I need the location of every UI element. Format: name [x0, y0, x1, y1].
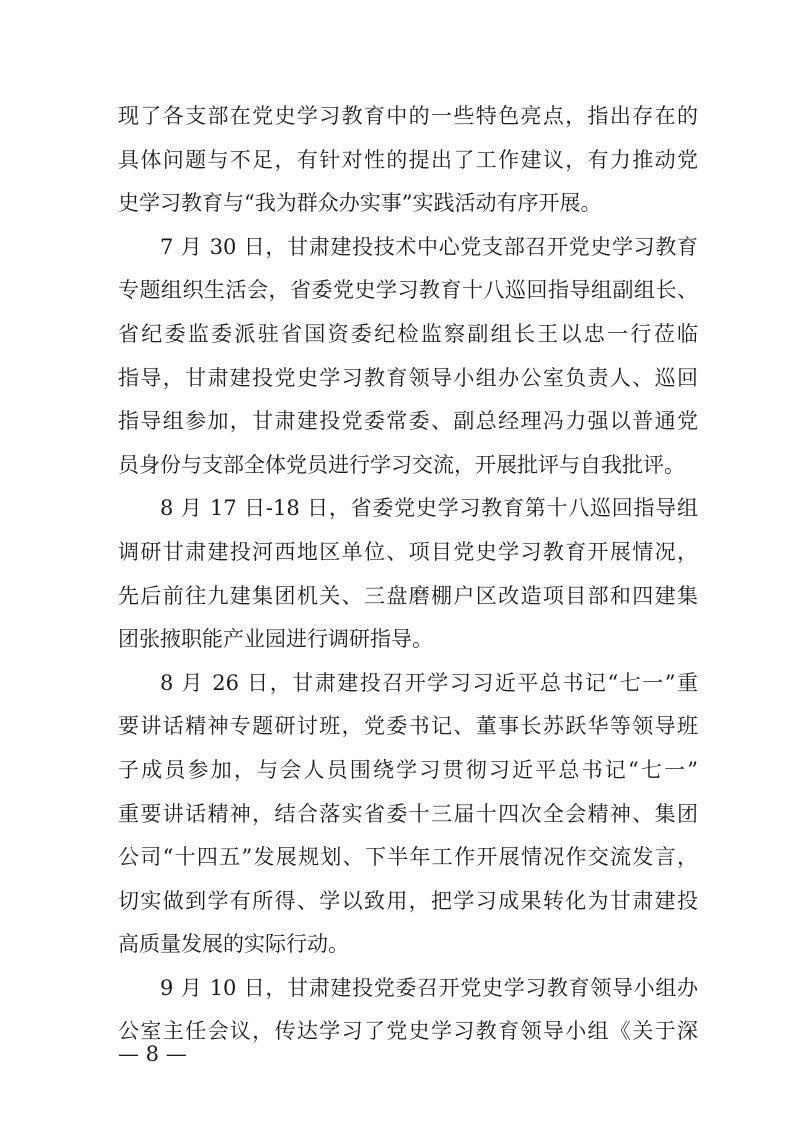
- text-line: 调研甘肃建投河西地区单位、项目党史学习教育开展情况，: [118, 539, 698, 564]
- text-line: 重要讲话精神，结合落实省委十三届十四次全会精神、集团: [118, 801, 698, 826]
- text-line: 切实做到学有所得、学以致用，把学习成果转化为甘肃建投: [118, 888, 698, 913]
- text-line: 要讲话精神专题研讨班，党委书记、董事长苏跃华等领导班: [118, 714, 698, 739]
- text-line: 现了各支部在党史学习教育中的一些特色亮点，指出存在的: [118, 104, 698, 128]
- text-line: 史学习教育与“我为群众办实事”实践活动有序开展。: [118, 191, 602, 216]
- text-line: 先后前往九建集团机关、三盘磨棚户区改造项目部和四建集: [118, 583, 698, 608]
- text-line: 专题组织生活会，省委党史学习教育十八巡回指导组副组长、: [118, 278, 698, 303]
- text-line: 公司“十四五”发展规划、下半年工作开展情况作交流发言，: [118, 845, 698, 870]
- body-text: [118, 95, 698, 1054]
- text-line: 7 月 30 日，甘肃建投技术中心党支部召开党史学习教育: [160, 234, 698, 259]
- text-line: 员身份与支部全体党员进行学习交流，开展批评与自我批评。: [118, 452, 685, 477]
- text-line: 8 月 17 日-18 日，省委党史学习教育第十八巡回指导组: [160, 496, 698, 521]
- page-number: — 8 —: [118, 1042, 187, 1066]
- text-line: 9 月 10 日，甘肃建投党委召开党史学习教育领导小组办: [160, 975, 698, 1000]
- text-line: 具体问题与不足，有针对性的提出了工作建议，有力推动党: [118, 147, 698, 172]
- text-line: 8 月 26 日，甘肃建投召开学习习近平总书记“七一”重: [160, 670, 698, 695]
- text-line: 公室主任会议，传达学习了党史学习教育领导小组《关于深: [118, 1019, 698, 1044]
- text-line: 团张掖职能产业园进行调研指导。: [118, 627, 433, 652]
- text-line: 高质量发展的实际行动。: [118, 932, 349, 957]
- text-line: 指导，甘肃建投党史学习教育领导小组办公室负责人、巡回: [118, 365, 698, 390]
- text-line: 指导组参加，甘肃建投党委常委、副总经理冯力强以普通党: [118, 409, 698, 434]
- text-line: 子成员参加，与会人员围绕学习贯彻习近平总书记“七一”: [118, 757, 698, 782]
- text-line: 省纪委监委派驻省国资委纪检监察副组长王以忠一行莅临: [118, 321, 698, 346]
